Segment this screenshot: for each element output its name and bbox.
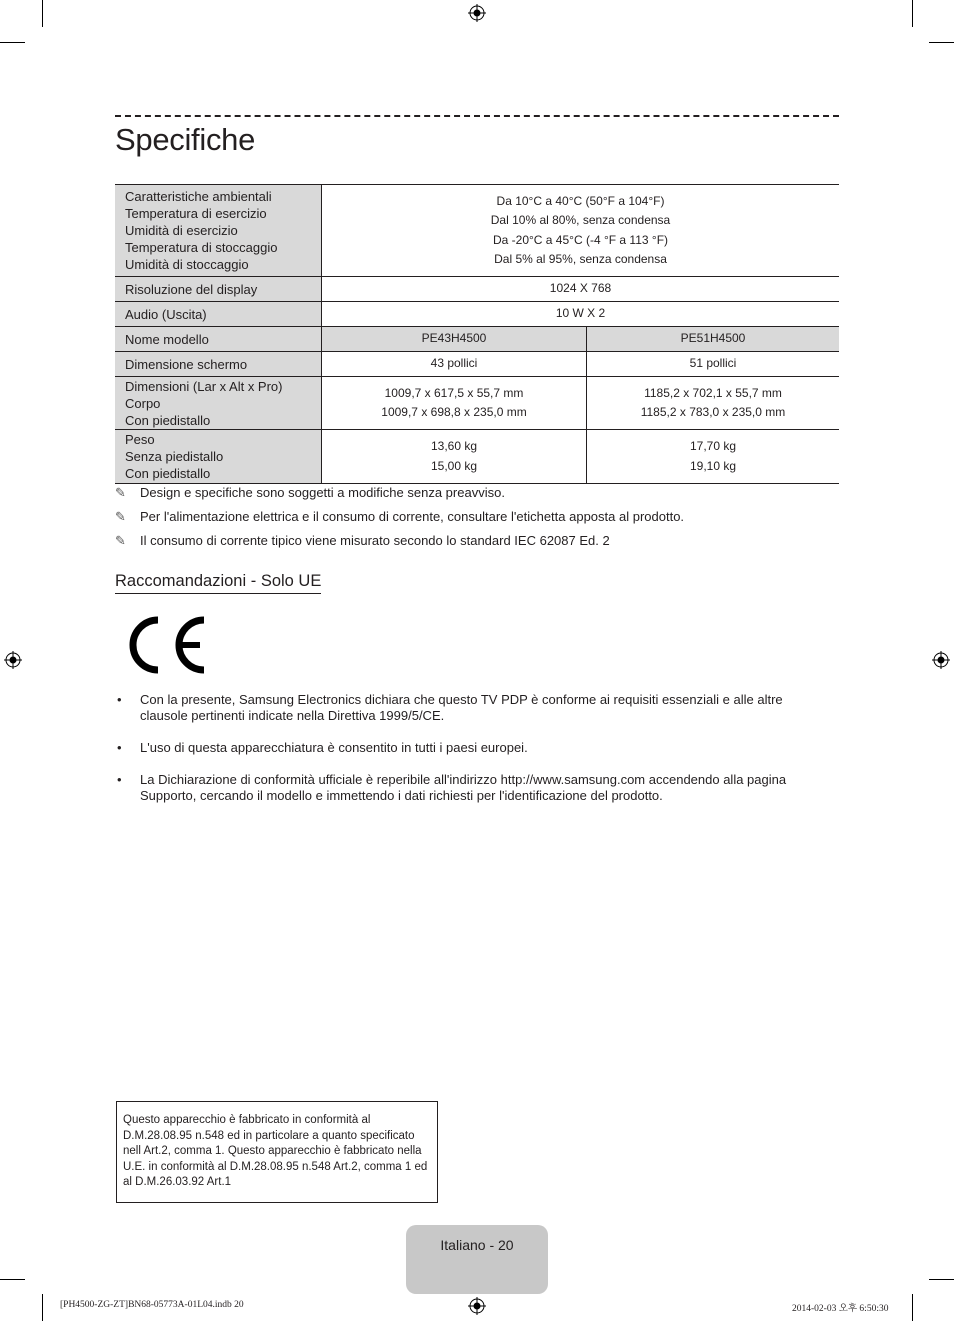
row-value — [322, 377, 587, 430]
list-item-text: La Dichiarazione di conformità ufficiale è reperibile all'indirizzo http://www.samsung.com accendendo alla pagina Supporto, cercando il modello e immettendo i dati richiesti per l'identificazione del prodotto. — [140, 772, 787, 803]
note-text: Per l'alimentazione elettrica e il consumo di corrente, consultare l'etichetta apposta al prodotto. — [140, 509, 685, 524]
row-label — [115, 430, 322, 484]
row-label-line: Temperatura di stoccaggio — [125, 240, 278, 255]
crop-mark — [0, 42, 25, 43]
crop-mark — [912, 1294, 913, 1321]
row-label-line: Senza piedistallo — [125, 449, 224, 464]
legal-notice-box: Questo apparecchio è fabbricato in conformità al D.M.28.08.95 n.548 ed in particolare a quanto specificato nell Art.2, comma 1. Questo apparecchio è fabbricato nella U.E. in conformità al D.M.28.08.95 n.548 Art.2, comma 1 ed al D.M.26.03.92 Art.1 — [116, 1101, 438, 1203]
row-value: 43 pollici — [322, 352, 587, 377]
pencil-note-icon: ✎ — [115, 533, 126, 548]
table-row — [115, 302, 839, 327]
bullet-icon: • — [117, 740, 122, 755]
row-label-line: Umidità di stoccaggio — [125, 257, 249, 272]
registration-mark-icon — [468, 1297, 486, 1315]
crop-mark — [929, 42, 954, 43]
row-label: Dimensione schermo — [115, 352, 322, 377]
crop-mark — [42, 0, 43, 27]
note-item — [115, 509, 684, 525]
spec-table — [115, 184, 839, 484]
value-line: 1009,7 x 617,5 x 55,7 mm — [384, 385, 524, 400]
table-row — [115, 277, 839, 302]
row-label-line: Con piedistallo — [125, 412, 211, 428]
value-line: 1185,2 x 702,1 x 55,7 mm — [644, 385, 782, 400]
value-line: Dal 10% al 80%, senza condensa — [490, 213, 671, 227]
print-footer-timestamp: 2014-02-03 오후 6:50:30 — [792, 1304, 889, 1314]
note-item — [115, 533, 610, 549]
crop-mark — [0, 1279, 25, 1280]
row-label: Nome modello — [115, 327, 322, 352]
row-value — [587, 430, 840, 484]
model-cell: PE51H4500 — [587, 327, 840, 352]
value-line: 13,60 kg — [430, 439, 478, 453]
row-label-line: Caratteristiche ambientali — [125, 189, 272, 204]
model-cell: PE43H4500 — [322, 327, 587, 352]
table-row — [115, 430, 839, 484]
row-label-line: Peso — [125, 432, 155, 447]
registration-mark-icon — [932, 651, 950, 669]
row-label — [115, 185, 322, 277]
row-label — [115, 377, 322, 430]
value-line: Dal 5% al 95%, senza condensa — [494, 252, 667, 266]
value-line: 1009,7 x 698,8 x 235,0 mm — [381, 405, 527, 419]
section-heading: Raccomandazioni - Solo UE — [115, 572, 321, 594]
value-line: Da -20°C a 45°C (-4 °F a 113 °F) — [492, 232, 669, 247]
crop-mark — [912, 0, 913, 27]
pencil-note-icon: ✎ — [115, 485, 126, 500]
value-line: Da 10°C a 40°C (50°F a 104°F) — [496, 193, 665, 208]
crop-mark — [929, 1279, 954, 1280]
crop-mark — [42, 1294, 43, 1321]
registration-mark-icon — [468, 4, 486, 22]
page-number-tab — [406, 1225, 548, 1294]
row-label-line: Temperatura di esercizio — [125, 206, 267, 221]
list-item-text: L'uso di questa apparecchiatura è consentito in tutti i paesi europei. — [140, 740, 528, 755]
list-item-text: Con la presente, Samsung Electronics dichiara che questo TV PDP è conforme ai requisiti essenziali e alle altre clausole pertinenti indicate nella Direttiva 1999/5/CE. — [140, 692, 783, 723]
print-footer-file: [PH4500-ZG-ZT]BN68-05773A-01L04.indb 20 — [60, 1300, 244, 1310]
row-value — [322, 430, 587, 484]
value-line: 19,10 kg — [689, 458, 737, 473]
value-line: 15,00 kg — [430, 458, 478, 473]
table-row — [115, 377, 839, 430]
row-label-line: Con piedistallo — [125, 466, 211, 481]
page-title: Specifiche — [115, 122, 256, 157]
note-item — [115, 485, 505, 501]
row-label: Audio (Uscita) — [115, 302, 322, 327]
row-value: 10 W X 2 — [322, 302, 840, 327]
row-label-line: Umidità di esercizio — [125, 223, 238, 238]
title-divider — [115, 115, 839, 117]
table-row — [115, 327, 839, 352]
registration-mark-icon — [4, 651, 22, 669]
row-value: 51 pollici — [587, 352, 840, 377]
pencil-note-icon: ✎ — [115, 509, 126, 524]
row-label-line: Corpo — [125, 395, 161, 411]
value-line: 1185,2 x 783,0 x 235,0 mm — [640, 405, 786, 419]
row-value: 1024 X 768 — [322, 277, 840, 302]
note-text: Il consumo di corrente tipico viene misurato secondo lo standard IEC 62087 Ed. 2 — [140, 533, 610, 548]
table-row — [115, 352, 839, 377]
row-value — [587, 377, 840, 430]
bullet-icon: • — [117, 772, 122, 787]
row-value — [322, 185, 840, 277]
table-row — [115, 185, 839, 277]
page-number: Italiano - 20 — [440, 1237, 514, 1253]
bullet-icon: • — [117, 692, 122, 707]
value-line: 17,70 kg — [689, 439, 737, 453]
row-label: Risoluzione del display — [115, 277, 322, 302]
row-label-line: Dimensioni (Lar x Alt x Pro) — [125, 378, 283, 394]
note-text: Design e specifiche sono soggetti a modifiche senza preavviso. — [140, 485, 505, 500]
ce-mark-icon — [128, 616, 210, 674]
